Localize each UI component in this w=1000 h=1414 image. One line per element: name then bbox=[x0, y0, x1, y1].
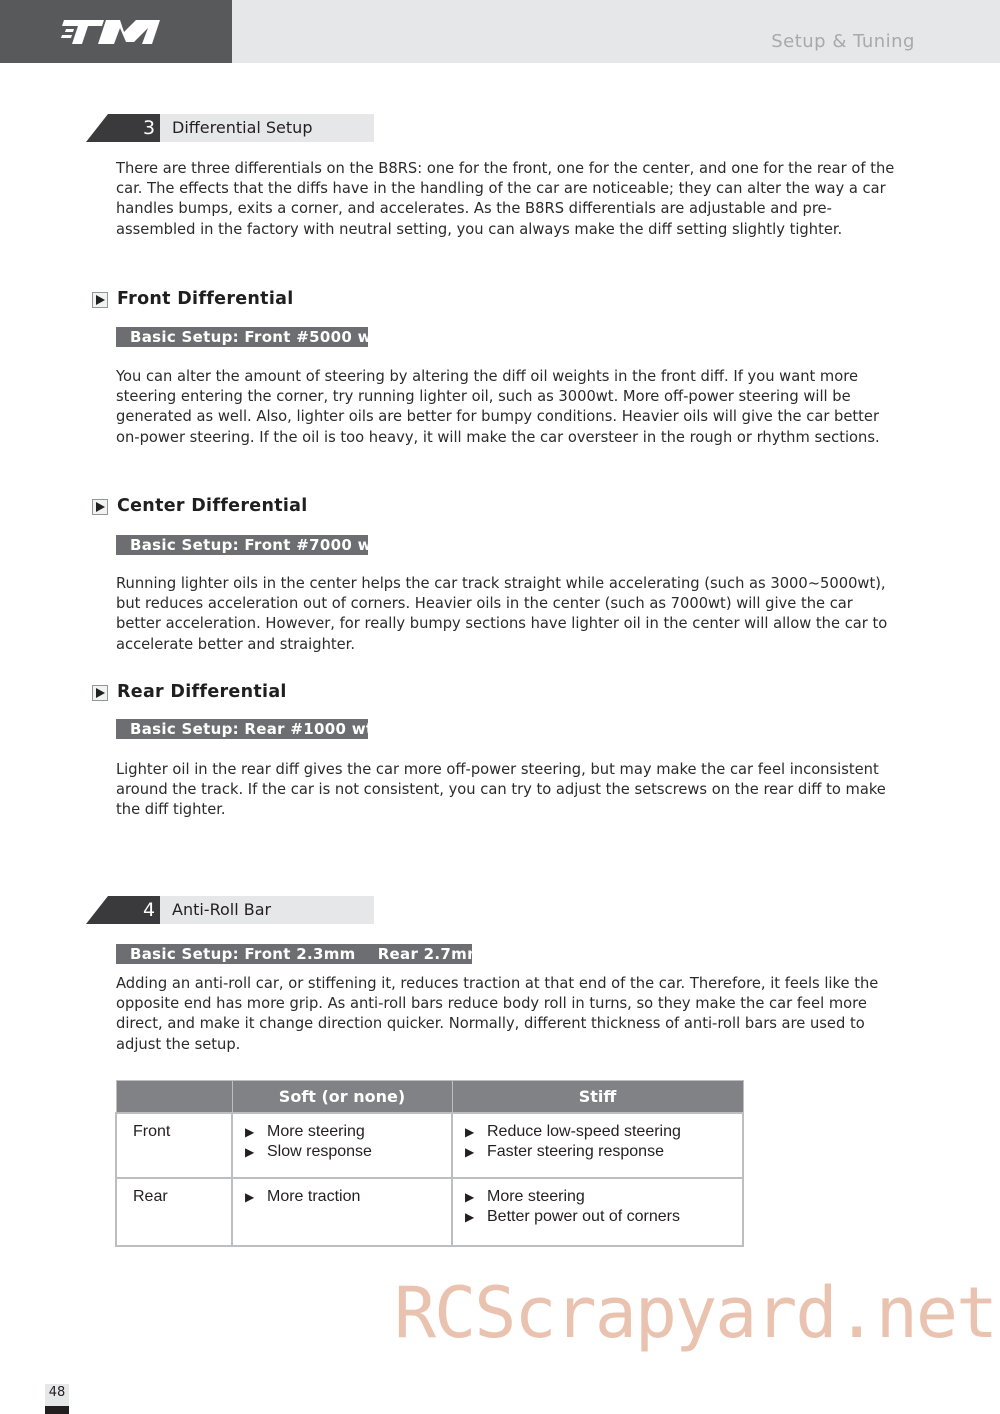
bullet-arrow-icon: ▶ bbox=[245, 1145, 255, 1159]
front-setup-bar: Basic Setup: Front #5000 wt bbox=[116, 327, 368, 347]
bullet-arrow-icon: ▶ bbox=[465, 1210, 475, 1224]
front-diff-text: You can alter the amount of steering by altering the diff oil weights in the front diff. If you want more steering entering the corner, try running lighter oil, such as 3000wt. More off-power steering will be generated as well. Also, lighter oils are better for bumpy conditions. Heavier oils will give the car better on-power steering. If the oil is too heavy, it will make the car oversteer in the rough or rhythm sections. bbox=[116, 368, 880, 446]
rear-setup-bar: Basic Setup: Rear #1000 wt bbox=[116, 719, 368, 739]
section-label: Differential Setup bbox=[172, 118, 313, 137]
subsection-title: Rear Differential bbox=[117, 682, 287, 702]
page-number: 48 bbox=[45, 1384, 69, 1406]
section-3-intro: There are three differentials on the B8RS: one for the front, one for the center, and one for the rear of the car. The effects that the diffs have in the handling of the car are noticeable; they can alter the way a car handles bumps, exits a corner, and accelerates. As the B8RS differentials are adjustable and pre-assembled in the factory with neutral setting, you can always make the diff setting slightly tighter. bbox=[116, 160, 895, 238]
bullet-arrow-icon: ▶ bbox=[465, 1190, 475, 1204]
center-setup-bar: Basic Setup: Front #7000 wt bbox=[116, 535, 368, 555]
table-cell bbox=[452, 1178, 743, 1246]
section-4-heading bbox=[86, 896, 374, 924]
table-cell bbox=[232, 1178, 452, 1246]
tm-logo-icon bbox=[60, 18, 162, 46]
watermark: RCScrapyard.net bbox=[394, 1272, 997, 1354]
brand-logo bbox=[0, 0, 232, 63]
play-triangle-icon bbox=[92, 499, 108, 515]
page-header bbox=[0, 0, 1000, 63]
row-label: Front bbox=[116, 1113, 232, 1178]
subsection-title: Front Differential bbox=[117, 289, 294, 309]
table-cell bbox=[452, 1113, 743, 1178]
bullet-item: ▶ More traction bbox=[245, 1188, 361, 1205]
play-triangle-icon bbox=[92, 685, 108, 701]
section-number: 4 bbox=[142, 899, 156, 921]
row-label: Rear bbox=[116, 1178, 232, 1246]
section-number: 3 bbox=[142, 117, 156, 139]
anti-roll-text: Adding an anti-roll car, or stiffening it, reduces traction at that end of the car. Therefore, it feels like the opposite end has more grip. As anti-roll bars reduce body roll in turns, so they make the car feel more direct, and make it change direction quicker. Normally, different thickness of anti-roll bars are used to adjust the setup. bbox=[116, 975, 879, 1053]
bullet-arrow-icon: ▶ bbox=[465, 1125, 475, 1139]
anti-roll-table bbox=[115, 1080, 744, 1247]
play-triangle-icon bbox=[92, 292, 108, 308]
page-number-bar bbox=[45, 1406, 69, 1414]
table-header-row bbox=[116, 1081, 743, 1114]
bullet-arrow-icon: ▶ bbox=[245, 1125, 255, 1139]
bullet-arrow-icon: ▶ bbox=[245, 1190, 255, 1204]
table-header-cell bbox=[116, 1081, 232, 1114]
table-row bbox=[116, 1178, 743, 1246]
table-header-cell: Soft (or none) bbox=[232, 1081, 452, 1114]
anti-roll-setup-bar: Basic Setup: Front 2.3mm Rear 2.7mm bbox=[116, 944, 472, 964]
bullet-item: ▶ Reduce low-speed steering bbox=[465, 1123, 681, 1140]
subsection-title: Center Differential bbox=[117, 496, 308, 516]
section-3-heading bbox=[86, 114, 374, 142]
bullet-item: ▶ Better power out of corners bbox=[465, 1208, 680, 1225]
bullet-item: ▶ Slow response bbox=[245, 1143, 372, 1160]
table-row bbox=[116, 1113, 743, 1178]
bullet-arrow-icon: ▶ bbox=[465, 1145, 475, 1159]
rear-diff-text: Lighter oil in the rear diff gives the car more off-power steering, but may make the car feel inconsistent around the track. If the car is not consistent, you can try to adjust the setscrews on the rear diff to make the diff tighter. bbox=[116, 761, 886, 819]
table-cell bbox=[232, 1113, 452, 1178]
center-diff-text: Running lighter oils in the center helps the car track straight while accelerating (such as 3000~5000wt), but reduces acceleration out of corners. Heavier oils in the center (such as 7000wt) will give the car better acceleration. However, for really bumpy sections have lighter oil in the center will allow the car to accelerate better and straighter. bbox=[116, 575, 888, 653]
bullet-item: ▶ More steering bbox=[245, 1123, 365, 1140]
bullet-item: ▶ Faster steering response bbox=[465, 1143, 664, 1160]
section-label: Anti-Roll Bar bbox=[172, 900, 272, 919]
table-header-cell: Stiff bbox=[452, 1081, 743, 1114]
bullet-item: ▶ More steering bbox=[465, 1188, 585, 1205]
header-title: Setup & Tuning bbox=[771, 31, 915, 52]
